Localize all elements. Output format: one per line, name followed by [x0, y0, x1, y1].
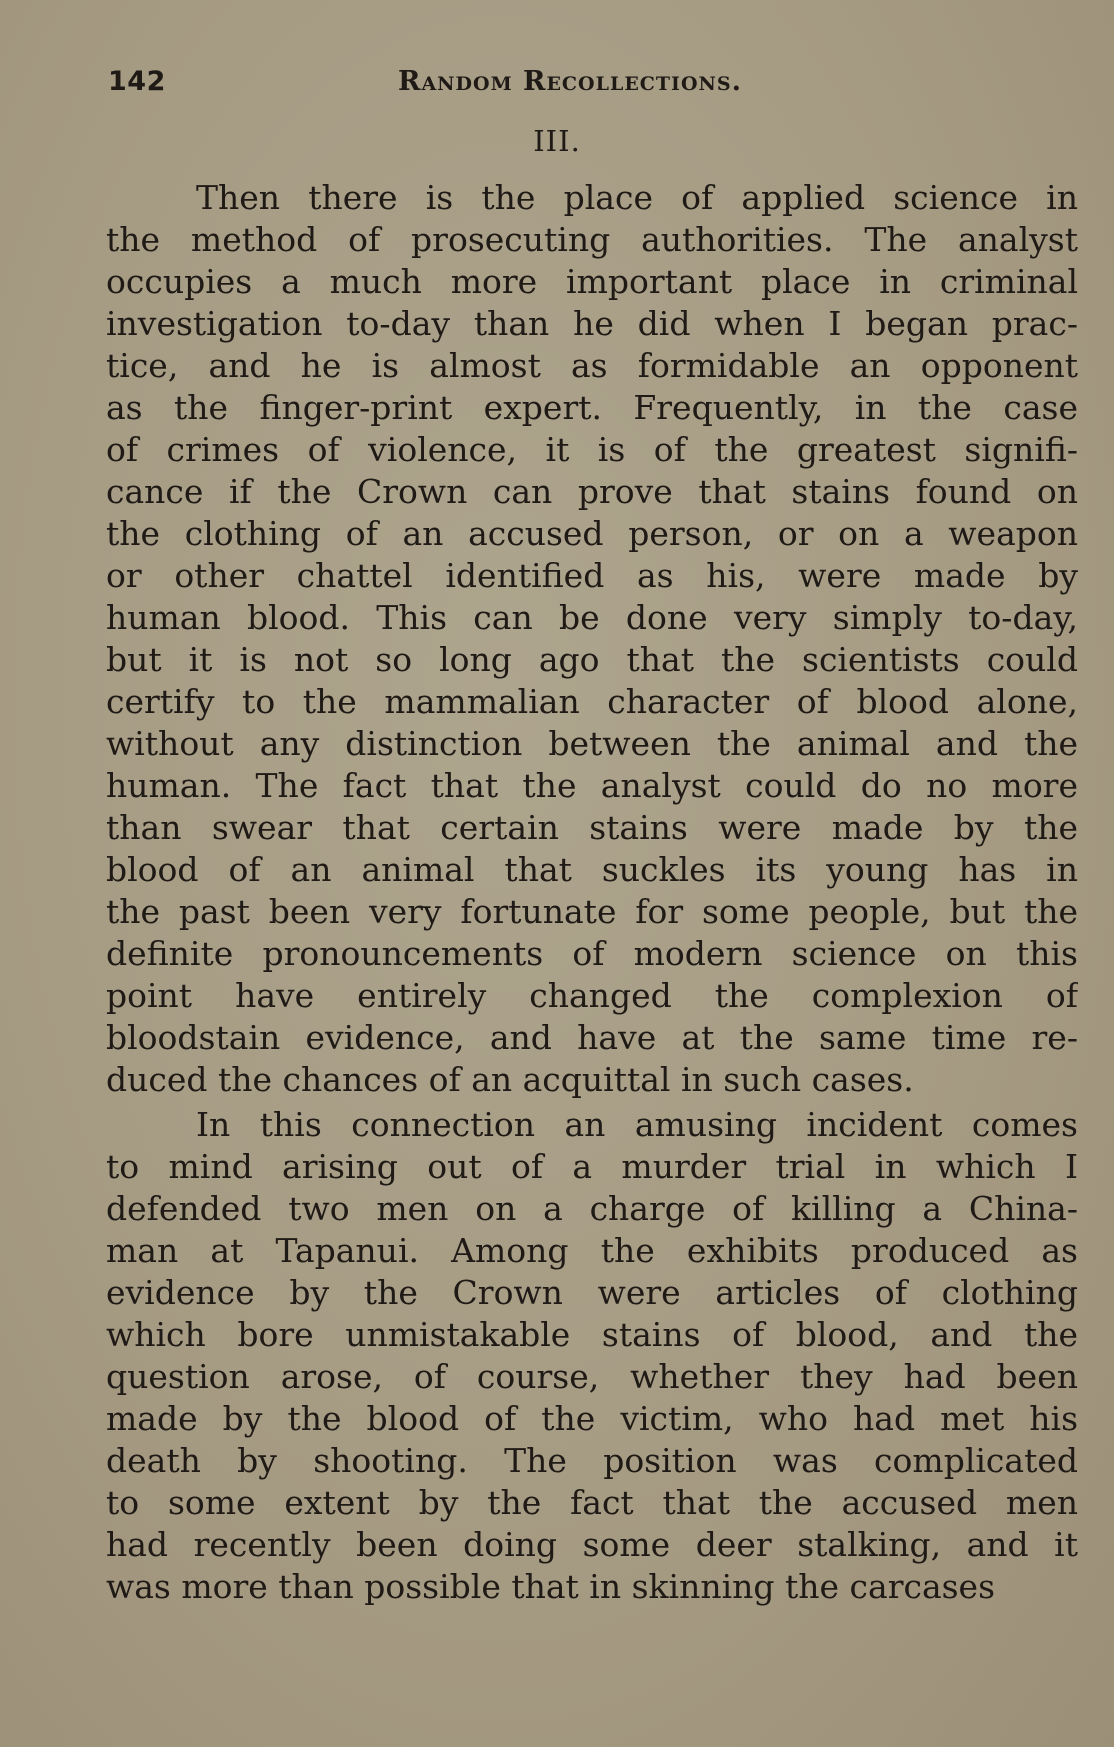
text-line: but it is not so long ago that the scientists could — [106, 640, 1078, 679]
text-line: to some extent by the fact that the accused men — [106, 1483, 1078, 1522]
section-heading: III. — [533, 124, 581, 158]
text-line: or other chattel identified as his, were made by — [106, 556, 1078, 595]
text-line: the past been very fortunate for some people, but the — [106, 892, 1078, 931]
text-line: investigation to-day than he did when I began prac- — [106, 304, 1078, 343]
paragraph — [106, 1104, 1078, 1608]
text-line: to mind arising out of a murder trial in which I — [106, 1147, 1078, 1186]
text-line: death by shooting. The position was complicated — [106, 1441, 1078, 1480]
text-line: evidence by the Crown were articles of clothing — [106, 1273, 1078, 1312]
text-line: than swear that certain stains were made by the — [106, 808, 1078, 847]
text-line: the clothing of an accused person, or on a weapon — [106, 514, 1078, 553]
text-line: cance if the Crown can prove that stains found on — [106, 472, 1078, 511]
page-number: 142 — [108, 66, 166, 97]
text-line: defended two men on a charge of killing a China- — [106, 1189, 1078, 1228]
body-text — [106, 177, 1078, 1608]
text-line: blood of an animal that suckles its young has in — [106, 850, 1078, 889]
text-line: occupies a much more important place in criminal — [106, 262, 1078, 301]
text-line: as the finger-print expert. Frequently, in the case — [106, 388, 1078, 427]
text-line: certify to the mammalian character of blood alone, — [106, 682, 1078, 721]
text-line: Then there is the place of applied science in — [196, 178, 1078, 217]
text-line: made by the blood of the victim, who had met his — [106, 1399, 1078, 1438]
text-line: man at Tapanui. Among the exhibits produced as — [106, 1231, 1078, 1270]
text-line: definite pronouncements of modern science on this — [106, 934, 1078, 973]
text-line: bloodstain evidence, and have at the same time re- — [106, 1018, 1078, 1057]
text-line: question arose, of course, whether they had been — [106, 1357, 1078, 1396]
text-line: tice, and he is almost as formidable an opponent — [106, 346, 1078, 385]
text-line: the method of prosecuting authorities. The analyst — [106, 220, 1078, 259]
text-line: In this connection an amusing incident comes — [196, 1105, 1078, 1144]
text-line: human blood. This can be done very simply to-day, — [106, 598, 1078, 637]
text-line: of crimes of violence, it is of the greatest signifi- — [106, 430, 1078, 469]
text-line: duced the chances of an acquittal in such cases. — [106, 1060, 914, 1099]
text-line: which bore unmistakable stains of blood, and the — [106, 1315, 1078, 1354]
text-line: human. The fact that the analyst could do no more — [106, 766, 1078, 805]
paragraph — [106, 177, 1078, 1101]
text-line: was more than possible that in skinning the carcases — [106, 1567, 996, 1606]
text-line: without any distinction between the animal and the — [106, 724, 1078, 763]
text-line: had recently been doing some deer stalking, and it — [106, 1525, 1078, 1564]
running-head — [108, 66, 1076, 106]
running-title: Random Recollections. — [398, 66, 742, 97]
text-line: point have entirely changed the complexion of — [106, 976, 1078, 1015]
